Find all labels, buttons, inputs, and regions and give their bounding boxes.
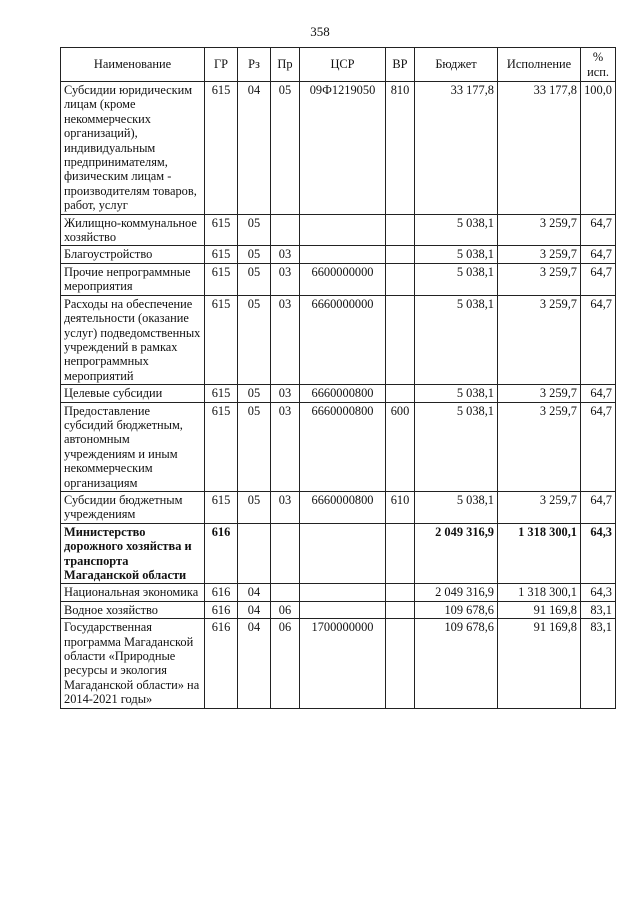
- cell-vr: [386, 619, 415, 708]
- cell-pr: 05: [271, 82, 300, 215]
- cell-csr: 6660000800: [300, 402, 386, 491]
- cell-name: Субсидии юридическим лицам (кроме некоммерческих организаций), индивидуальным предпринимателям, физическим лицам - производителям товаров, работ, услуг: [61, 82, 205, 215]
- cell-vr: [386, 246, 415, 263]
- cell-budget: 5 038,1: [415, 214, 498, 246]
- cell-execution: 3 259,7: [498, 295, 581, 384]
- cell-vr: 610: [386, 491, 415, 523]
- table-row: [61, 601, 616, 618]
- cell-execution: 1 318 300,1: [498, 584, 581, 601]
- budget-execution-table: [60, 47, 616, 709]
- cell-pr: [271, 214, 300, 246]
- cell-rz: 04: [238, 601, 271, 618]
- cell-csr: 09Ф1219050: [300, 82, 386, 215]
- cell-percent: 64,7: [581, 214, 616, 246]
- cell-percent: 64,7: [581, 295, 616, 384]
- cell-name: Целевые субсидии: [61, 385, 205, 402]
- cell-csr: 6660000000: [300, 295, 386, 384]
- cell-rz: 05: [238, 491, 271, 523]
- cell-budget: 5 038,1: [415, 402, 498, 491]
- cell-name: Жилищно-коммунальное хозяйство: [61, 214, 205, 246]
- table-row: [61, 619, 616, 708]
- cell-gr: 615: [205, 402, 238, 491]
- cell-csr: 6660000800: [300, 385, 386, 402]
- cell-pr: 03: [271, 491, 300, 523]
- cell-percent: 64,3: [581, 584, 616, 601]
- header-csr: ЦСР: [300, 48, 386, 82]
- cell-vr: [386, 385, 415, 402]
- cell-execution: 3 259,7: [498, 214, 581, 246]
- cell-pr: 03: [271, 295, 300, 384]
- cell-percent: 64,7: [581, 263, 616, 295]
- page-number: 358: [310, 24, 330, 39]
- cell-rz: 04: [238, 82, 271, 215]
- cell-budget: 5 038,1: [415, 385, 498, 402]
- cell-gr: 615: [205, 82, 238, 215]
- cell-rz: 05: [238, 246, 271, 263]
- cell-percent: 64,7: [581, 402, 616, 491]
- table-row: [61, 402, 616, 491]
- table-row: [61, 295, 616, 384]
- cell-rz: 05: [238, 214, 271, 246]
- cell-gr: 615: [205, 491, 238, 523]
- cell-execution: 1 318 300,1: [498, 523, 581, 584]
- cell-vr: [386, 263, 415, 295]
- cell-budget: 109 678,6: [415, 619, 498, 708]
- table-row: [61, 491, 616, 523]
- cell-pr: [271, 523, 300, 584]
- cell-percent: 64,7: [581, 246, 616, 263]
- cell-vr: [386, 584, 415, 601]
- cell-vr: [386, 601, 415, 618]
- cell-name: Национальная экономика: [61, 584, 205, 601]
- table-row: [61, 584, 616, 601]
- cell-gr: 615: [205, 263, 238, 295]
- cell-name: Предоставление субсидий бюджетным, автономным учреждениям и иным некоммерческим организациям: [61, 402, 205, 491]
- header-percent-symbol: %: [592, 50, 604, 65]
- cell-gr: 615: [205, 246, 238, 263]
- table-row: [61, 263, 616, 295]
- cell-execution: 33 177,8: [498, 82, 581, 215]
- cell-gr: 616: [205, 619, 238, 708]
- header-name: Наименование: [61, 48, 205, 82]
- table-row: [61, 214, 616, 246]
- cell-name: Министерство дорожного хозяйства и транспорта Магаданской области: [61, 523, 205, 584]
- cell-csr: [300, 246, 386, 263]
- cell-csr: [300, 584, 386, 601]
- cell-rz: 04: [238, 584, 271, 601]
- cell-execution: 3 259,7: [498, 246, 581, 263]
- cell-percent: 100,0: [581, 82, 616, 215]
- table-header-row: [61, 48, 616, 82]
- header-vr: ВР: [386, 48, 415, 82]
- cell-rz: 04: [238, 619, 271, 708]
- cell-name: Государственная программа Магаданской области «Природные ресурсы и экология Магаданской области» на 2014-2021 годы»: [61, 619, 205, 708]
- cell-rz: 05: [238, 402, 271, 491]
- cell-gr: 615: [205, 295, 238, 384]
- cell-csr: [300, 214, 386, 246]
- cell-percent: 64,7: [581, 385, 616, 402]
- cell-budget: 5 038,1: [415, 491, 498, 523]
- cell-execution: 91 169,8: [498, 601, 581, 618]
- cell-budget: 2 049 316,9: [415, 584, 498, 601]
- header-gr: ГР: [205, 48, 238, 82]
- cell-vr: 600: [386, 402, 415, 491]
- cell-percent: 64,7: [581, 491, 616, 523]
- table-row: [61, 82, 616, 215]
- cell-budget: 5 038,1: [415, 295, 498, 384]
- cell-percent: 83,1: [581, 619, 616, 708]
- cell-pr: 03: [271, 246, 300, 263]
- cell-execution: 3 259,7: [498, 263, 581, 295]
- cell-gr: 616: [205, 584, 238, 601]
- cell-rz: 05: [238, 295, 271, 384]
- cell-csr: 6660000800: [300, 491, 386, 523]
- header-execution: Исполнение: [498, 48, 581, 82]
- cell-budget: 2 049 316,9: [415, 523, 498, 584]
- cell-gr: 616: [205, 601, 238, 618]
- cell-pr: 06: [271, 601, 300, 618]
- cell-name: Водное хозяйство: [61, 601, 205, 618]
- cell-execution: 3 259,7: [498, 491, 581, 523]
- table-row: [61, 246, 616, 263]
- cell-gr: 615: [205, 385, 238, 402]
- cell-pr: 03: [271, 385, 300, 402]
- cell-execution: 3 259,7: [498, 402, 581, 491]
- table-row: [61, 385, 616, 402]
- header-pr: Пр: [271, 48, 300, 82]
- header-rz: Рз: [238, 48, 271, 82]
- cell-budget: 33 177,8: [415, 82, 498, 215]
- cell-budget: 5 038,1: [415, 246, 498, 263]
- header-percent: [581, 48, 616, 82]
- cell-pr: [271, 584, 300, 601]
- cell-rz: [238, 523, 271, 584]
- cell-csr: [300, 523, 386, 584]
- cell-pr: 06: [271, 619, 300, 708]
- cell-vr: 810: [386, 82, 415, 215]
- cell-pr: 03: [271, 402, 300, 491]
- cell-name: Субсидии бюджетным учреждениям: [61, 491, 205, 523]
- cell-csr: [300, 601, 386, 618]
- cell-budget: 109 678,6: [415, 601, 498, 618]
- cell-name: Расходы на обеспечение деятельности (оказание услуг) подведомственных учреждений в рамках непрограммных мероприятий: [61, 295, 205, 384]
- table-row: [61, 523, 616, 584]
- cell-rz: 05: [238, 263, 271, 295]
- cell-csr: 6600000000: [300, 263, 386, 295]
- cell-percent: 83,1: [581, 601, 616, 618]
- cell-name: Благоустройство: [61, 246, 205, 263]
- cell-csr: 1700000000: [300, 619, 386, 708]
- cell-budget: 5 038,1: [415, 263, 498, 295]
- cell-gr: 616: [205, 523, 238, 584]
- cell-name: Прочие непрограммные мероприятия: [61, 263, 205, 295]
- cell-vr: [386, 214, 415, 246]
- cell-gr: 615: [205, 214, 238, 246]
- cell-execution: 3 259,7: [498, 385, 581, 402]
- header-budget: Бюджет: [415, 48, 498, 82]
- cell-vr: [386, 295, 415, 384]
- header-percent-label: исп.: [587, 64, 609, 79]
- cell-execution: 91 169,8: [498, 619, 581, 708]
- cell-percent: 64,3: [581, 523, 616, 584]
- cell-vr: [386, 523, 415, 584]
- cell-pr: 03: [271, 263, 300, 295]
- cell-rz: 05: [238, 385, 271, 402]
